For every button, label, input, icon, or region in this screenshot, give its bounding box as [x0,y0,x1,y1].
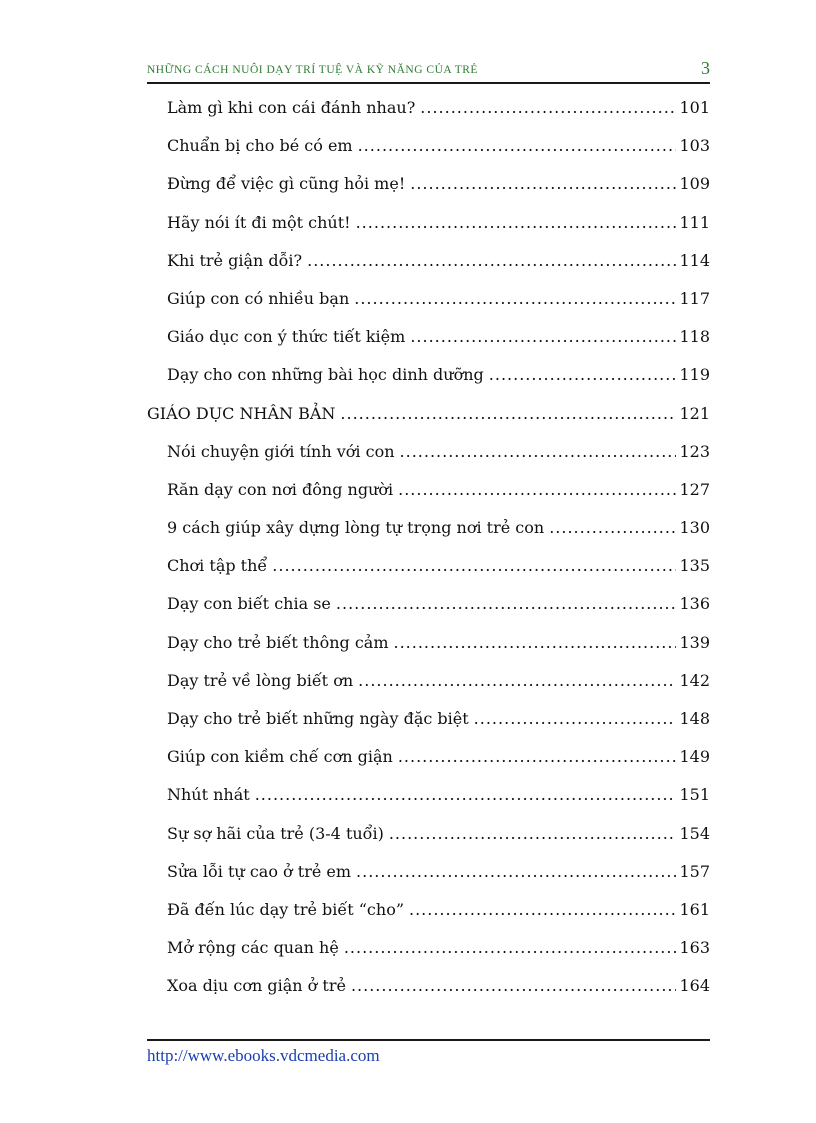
toc-entry-page: 163 [679,938,710,958]
toc-entry-title: Hãy nói ít đi một chút! [167,212,351,232]
dot-leader [398,478,676,502]
toc-entry-page: 117 [679,288,710,308]
toc-entry-page: 123 [679,441,710,461]
dot-leader [344,936,677,960]
toc-entry-page: 149 [679,747,710,767]
toc-entry-page: 157 [679,861,710,881]
toc-entry-page: 148 [679,709,710,728]
toc-entry-page: 161 [679,899,710,919]
toc-entry-title: Chơi tập thể [167,556,268,576]
toc-entry-page: 119 [679,365,710,385]
dot-leader [255,783,677,807]
toc-entry-title: Đã đến lúc dạy trẻ biết “cho” [167,899,404,919]
toc-entry[interactable] [147,822,710,860]
dot-leader [351,974,677,998]
toc-entry-page: 142 [679,670,710,690]
dot-leader [420,96,676,120]
toc-entry[interactable] [147,211,710,249]
page-footer [147,1039,710,1066]
toc-entry-page: 109 [679,174,710,194]
footer-url-link[interactable]: http://www.ebooks.vdcmedia.com [147,1046,380,1065]
toc-entry-title: Dạy cho trẻ biết thông cảm [167,632,389,652]
toc-entry-page: 101 [679,98,710,117]
dot-leader [358,669,676,693]
running-title: NHỮNG CÁCH NUÔI DẠY TRÍ TUỆ VÀ KỸ NĂNG CỦA TRẺ [147,64,478,76]
toc-entry[interactable] [147,440,710,478]
toc-entry[interactable] [147,745,710,783]
toc-entry-page: 111 [679,212,710,232]
toc-entry-page: 136 [679,594,710,614]
toc-entry-title: Răn dạy con nơi đông người [167,479,394,499]
toc-entry[interactable] [147,249,710,287]
toc-entry-page: 151 [679,785,710,805]
dot-leader [336,592,677,616]
toc-entry-title: 9 cách giúp xây dựng lòng tự trọng nơi trẻ con [167,518,545,538]
toc-entry-title: Dạy cho con những bài học dinh dưỡng [167,365,484,385]
toc-entry-title: Đừng để việc gì cũng hỏi mẹ! [167,174,406,194]
toc-entry-page: 114 [679,250,710,270]
toc-entry-title: Nói chuyện giới tính với con [167,441,395,461]
toc-entry-title: Dạy trẻ về lòng biết ơn [167,670,354,690]
toc-entry-title: Chuẩn bị cho bé có em [167,136,353,156]
toc-entry-page: 130 [679,518,710,538]
dot-leader [410,325,676,349]
toc-entry[interactable] [147,936,710,974]
toc-entry[interactable] [147,974,710,1012]
dot-leader [410,172,676,196]
toc-entry[interactable] [147,478,710,516]
toc-entry-page: 127 [679,479,710,499]
toc-entry[interactable] [147,516,710,554]
toc-entry[interactable] [147,134,710,172]
toc-entry[interactable] [147,707,710,745]
toc-entry[interactable] [147,592,710,630]
toc-entry[interactable] [147,860,710,898]
dot-leader [307,249,676,273]
toc-entry-page: 135 [679,556,710,576]
dot-leader [549,516,676,540]
dot-leader [340,402,676,426]
dot-leader [358,134,677,158]
dot-leader [389,822,677,846]
toc-entry[interactable] [147,631,710,669]
toc-entry[interactable] [147,363,710,401]
page-header [147,58,710,84]
toc-entry-title: Giúp con có nhiều bạn [167,288,350,308]
dot-leader [474,707,677,731]
toc-entry[interactable] [147,96,710,134]
toc-entry[interactable] [147,172,710,210]
toc-entry-title: Sự sợ hãi của trẻ (3-4 tuổi) [167,823,384,843]
toc-entry-page: 118 [679,327,710,347]
toc-entry-page: 154 [679,823,710,843]
toc-entry[interactable] [147,669,710,707]
dot-leader [356,211,677,235]
toc-entry-title: Sửa lỗi tự cao ở trẻ em [167,861,352,881]
toc-entry-page: 103 [679,136,710,156]
dot-leader [272,554,676,578]
toc-entry-page: 121 [679,403,710,423]
toc-entry-title: Giáo dục con ý thức tiết kiệm [167,327,406,347]
toc-entry-page: 139 [679,632,710,652]
toc-entry[interactable] [147,287,710,325]
dot-leader [354,287,676,311]
toc-entry-title: GIÁO DỤC NHÂN BẢN [147,403,336,423]
dot-leader [400,440,677,464]
toc-entry[interactable] [147,898,710,936]
dot-leader [394,631,677,655]
toc-entry-title: Nhút nhát [167,785,250,805]
table-of-contents [147,96,710,1013]
dot-leader [409,898,676,922]
page-number: 3 [701,58,710,78]
toc-entry[interactable] [147,325,710,363]
toc-entry-title: Giúp con kiềm chế cơn giận [167,747,393,767]
toc-entry[interactable] [147,783,710,821]
dot-leader [356,860,676,884]
toc-entry-page: 164 [679,976,710,996]
toc-entry-title: Dạy con biết chia se [167,594,331,614]
toc-entry[interactable] [147,554,710,592]
dot-leader [398,745,677,769]
toc-entry-title: Xoa dịu cơn giận ở trẻ [167,976,346,996]
toc-entry-title: Mở rộng các quan hệ [167,938,339,958]
toc-entry-title: Làm gì khi con cái đánh nhau? [167,98,416,117]
toc-entry-title: Khi trẻ giận dỗi? [167,250,303,270]
toc-entry[interactable] [147,402,710,440]
toc-entry-title: Dạy cho trẻ biết những ngày đặc biệt [167,709,469,728]
dot-leader [489,363,677,387]
